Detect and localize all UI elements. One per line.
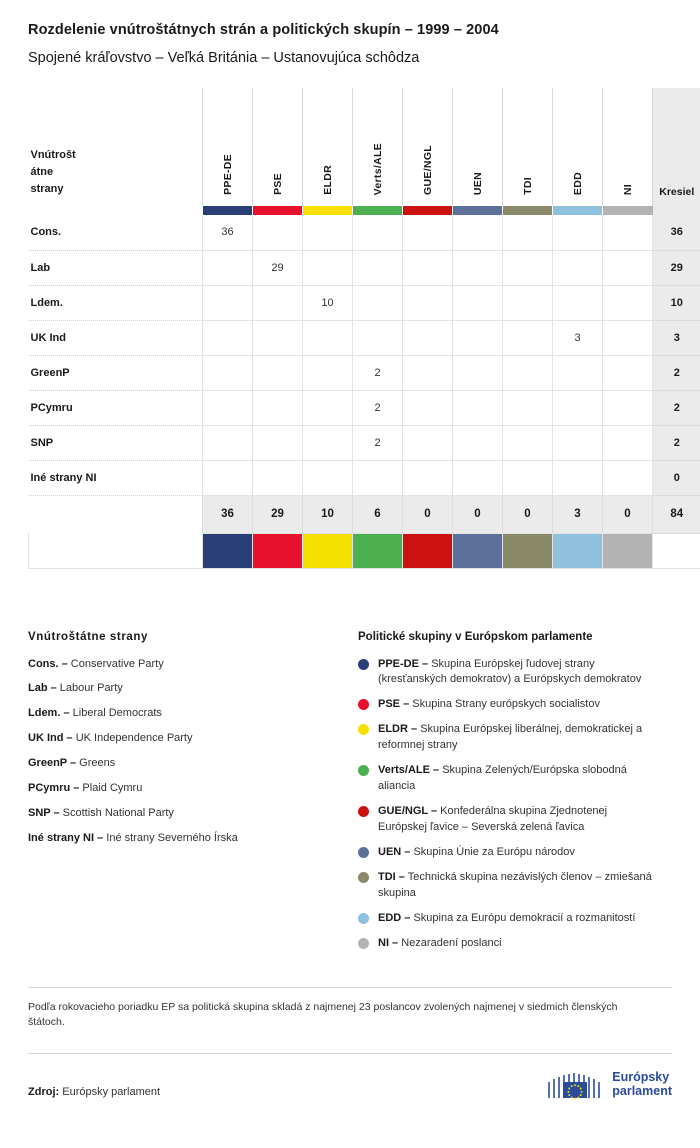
- color-swatch-uen: [453, 206, 503, 215]
- list-item: [358, 697, 658, 713]
- group-color-dot-verts-ale: [358, 765, 369, 776]
- corner-line-3: strany: [30, 182, 64, 195]
- list-item: [28, 831, 344, 847]
- group-color-dot-gue-ngl: [358, 806, 369, 817]
- row-total: 2: [653, 390, 700, 425]
- group-total: 0: [453, 495, 503, 533]
- cell: [253, 285, 303, 320]
- cell: [303, 355, 353, 390]
- group-total: 0: [503, 495, 553, 533]
- group-abbr: ELDR –: [378, 723, 418, 736]
- cell: [453, 460, 503, 495]
- list-item: [358, 845, 658, 861]
- corner-line-2: átne: [30, 165, 54, 178]
- table-row: [29, 355, 700, 390]
- row-party-name: Ldem.: [29, 285, 203, 320]
- cell: [403, 390, 453, 425]
- group-color-dot-edd: [358, 913, 369, 924]
- group-header-eldr: [303, 88, 353, 206]
- group-abbr: GUE/NGL –: [378, 805, 438, 818]
- cell: [453, 355, 503, 390]
- color-swatch-pse: [253, 533, 303, 568]
- group-header-edd: [553, 88, 603, 206]
- group-total: 10: [303, 495, 353, 533]
- group-total: 3: [553, 495, 603, 533]
- color-swatch-eldr: [303, 533, 353, 568]
- table-header: [29, 88, 700, 215]
- cell: [503, 285, 553, 320]
- cell: [253, 320, 303, 355]
- list-item: [358, 657, 658, 689]
- row-total: 2: [653, 425, 700, 460]
- cell: [453, 320, 503, 355]
- cell: [403, 355, 453, 390]
- cell: [553, 215, 603, 250]
- cell: [603, 215, 653, 250]
- cell: [503, 320, 553, 355]
- table-row: [29, 460, 700, 495]
- cell: 2: [353, 355, 403, 390]
- row-party-name: Cons.: [29, 215, 203, 250]
- row-party-name: PCymru: [29, 390, 203, 425]
- cell: 2: [353, 390, 403, 425]
- group-total: 29: [253, 495, 303, 533]
- table-row: [29, 390, 700, 425]
- table-body: [29, 215, 700, 568]
- cell: [403, 425, 453, 460]
- row-party-name: GreenP: [29, 355, 203, 390]
- cell: [353, 285, 403, 320]
- group-header-label: Verts/ALE: [371, 142, 384, 195]
- party-abbr: Lab –: [28, 682, 57, 695]
- colorbar-spacer: [29, 206, 203, 215]
- cell: [603, 460, 653, 495]
- cell: [553, 425, 603, 460]
- cell: [503, 250, 553, 285]
- group-name: Skupina Európskej ľudovej strany (kresťanských demokratov) a Európskych demokratov: [378, 657, 642, 686]
- party-name: Scottish National Party: [62, 807, 174, 820]
- national-parties-legend: [28, 631, 358, 961]
- cell: [553, 355, 603, 390]
- group-header-label: PPE-DE: [221, 154, 234, 195]
- table-row: [29, 285, 700, 320]
- cell: [603, 425, 653, 460]
- cell: [203, 460, 253, 495]
- cell: [603, 285, 653, 320]
- group-header-ni: [603, 88, 653, 206]
- table-row: [29, 215, 700, 250]
- cell: [253, 390, 303, 425]
- list-item: [28, 706, 344, 722]
- group-color-dot-ppe-de: [358, 659, 369, 670]
- political-groups-legend-heading: Politické skupiny v Európskom parlamente: [358, 630, 593, 643]
- list-item: [358, 870, 658, 902]
- group-name: Technická skupina nezávislých členov – zmiešaná skupina: [378, 870, 652, 899]
- cell: [503, 215, 553, 250]
- cell: [453, 390, 503, 425]
- cell: [203, 250, 253, 285]
- list-item: [28, 731, 344, 747]
- cell: [403, 460, 453, 495]
- cell: [603, 250, 653, 285]
- list-item: [28, 756, 344, 772]
- total-column-header: Kresiel: [653, 88, 700, 206]
- group-total: 36: [203, 495, 253, 533]
- list-item: [28, 781, 344, 797]
- cell: [553, 460, 603, 495]
- color-swatch-ppe-de: [203, 206, 253, 215]
- cell: [303, 390, 353, 425]
- ep-hemicycle-icon: [546, 1068, 604, 1100]
- color-swatch-tdi: [503, 206, 553, 215]
- table-row: [29, 250, 700, 285]
- list-item: [28, 681, 344, 697]
- group-total: 0: [403, 495, 453, 533]
- group-color-dot-tdi: [358, 872, 369, 883]
- group-abbr: NI –: [378, 936, 399, 949]
- cell: [553, 250, 603, 285]
- cell: [253, 355, 303, 390]
- cell: 10: [303, 285, 353, 320]
- group-name: Skupina Únie za Európu národov: [413, 845, 575, 858]
- group-header-uen: [453, 88, 503, 206]
- group-header-label: UEN: [471, 171, 484, 195]
- row-party-name: Iné strany NI: [29, 460, 203, 495]
- color-swatch-ppe-de: [203, 533, 253, 568]
- party-abbr: Iné strany NI –: [28, 832, 104, 845]
- cell: [303, 425, 353, 460]
- legends: [28, 631, 672, 961]
- group-header-label: NI: [621, 183, 634, 195]
- row-party-name: UK Ind: [29, 320, 203, 355]
- party-abbr: SNP –: [28, 807, 60, 820]
- color-swatch-tdi: [503, 533, 553, 568]
- cell: [253, 425, 303, 460]
- party-name: Greens: [79, 757, 116, 770]
- source-line: [28, 1086, 160, 1098]
- cell: [453, 250, 503, 285]
- table-row: [29, 425, 700, 460]
- party-name: Iné strany Severného Írska: [106, 832, 238, 845]
- list-item: [28, 806, 344, 822]
- group-header-label: ELDR: [321, 165, 334, 195]
- group-abbr: Verts/ALE –: [378, 764, 440, 777]
- cell: [503, 425, 553, 460]
- group-abbr: TDI –: [378, 870, 405, 883]
- color-swatch-edd: [553, 533, 603, 568]
- color-swatch-gue-ngl: [403, 206, 453, 215]
- group-abbr: PSE –: [378, 698, 410, 711]
- grand-total: 84: [653, 495, 700, 533]
- cell: [403, 215, 453, 250]
- cell: 2: [353, 425, 403, 460]
- color-swatch-eldr: [303, 206, 353, 215]
- group-name: Skupina za Európu demokracií a rozmanitostí: [413, 911, 636, 924]
- party-name: Liberal Democrats: [72, 707, 162, 720]
- cell: [453, 425, 503, 460]
- row-total: 29: [653, 250, 700, 285]
- cell: [503, 355, 553, 390]
- color-swatch-verts-ale: [353, 206, 403, 215]
- group-header-label: GUE/NGL: [421, 145, 434, 195]
- group-header-label: EDD: [571, 171, 584, 195]
- group-header-ppe-de: [203, 88, 253, 206]
- table-row: [29, 320, 700, 355]
- group-abbr: UEN –: [378, 845, 411, 858]
- list-item: [358, 911, 658, 927]
- group-header-tdi: [503, 88, 553, 206]
- totals-row: [29, 495, 700, 533]
- cell: [403, 250, 453, 285]
- totals-row-spacer: [29, 495, 203, 533]
- colorbar-total-spacer: [653, 533, 700, 568]
- cell: [603, 320, 653, 355]
- cell: [303, 215, 353, 250]
- national-parties-legend-heading: Vnútroštátne strany: [28, 630, 149, 643]
- cell: [303, 320, 353, 355]
- group-color-dot-eldr: [358, 724, 369, 735]
- seat-distribution-table: [28, 88, 700, 569]
- group-color-dot-pse: [358, 699, 369, 710]
- cell: [203, 285, 253, 320]
- group-total: 0: [603, 495, 653, 533]
- row-total: 0: [653, 460, 700, 495]
- ep-logo-line-1: Európsky: [612, 1069, 670, 1084]
- row-party-name: SNP: [29, 425, 203, 460]
- row-total: 3: [653, 320, 700, 355]
- cell: [553, 285, 603, 320]
- color-swatch-uen: [453, 533, 503, 568]
- cell: 3: [553, 320, 603, 355]
- political-groups-legend: [358, 631, 658, 961]
- color-swatch-verts-ale: [353, 533, 403, 568]
- color-swatch-ni: [603, 206, 653, 215]
- group-header-gue-ngl: [403, 88, 453, 206]
- list-item: [358, 804, 658, 836]
- cell: [503, 390, 553, 425]
- colorbar-total-spacer: [653, 206, 700, 215]
- cell: [303, 250, 353, 285]
- party-name: UK Independence Party: [75, 732, 193, 745]
- group-name: Skupina Európskej liberálnej, demokratickej a reformnej strany: [378, 723, 643, 752]
- color-swatch-ni: [603, 533, 653, 568]
- group-name: Nezaradení poslanci: [401, 936, 502, 949]
- row-total: 2: [653, 355, 700, 390]
- source-label: Zdroj:: [28, 1086, 60, 1099]
- list-item: [358, 763, 658, 795]
- cell: [203, 425, 253, 460]
- group-color-dot-ni: [358, 938, 369, 949]
- cell: [403, 285, 453, 320]
- cell: [503, 460, 553, 495]
- group-abbr: PPE-DE –: [378, 657, 429, 670]
- party-name: Plaid Cymru: [82, 782, 143, 795]
- colorbar-spacer: [29, 533, 203, 568]
- source-section: [28, 1053, 672, 1098]
- group-header-pse: [253, 88, 303, 206]
- ep-logo-text: [612, 1070, 672, 1099]
- corner-label: [29, 88, 203, 206]
- group-name: Konfederálna skupina Zjednotenej Európskej ľavice – Severská zelená ľavica: [378, 805, 608, 833]
- cell: 29: [253, 250, 303, 285]
- group-color-dot-uen: [358, 847, 369, 858]
- source-value: Európsky parlament: [62, 1086, 161, 1099]
- cell: [253, 460, 303, 495]
- cell: [553, 390, 603, 425]
- cell: [303, 460, 353, 495]
- party-abbr: Cons. –: [28, 657, 68, 670]
- row-total: 10: [653, 285, 700, 320]
- row-total: 36: [653, 215, 700, 250]
- cell: [203, 320, 253, 355]
- cell: [453, 285, 503, 320]
- party-abbr: Ldem. –: [28, 707, 70, 720]
- group-header-label: PSE: [271, 173, 284, 195]
- page-title: Rozdelenie vnútroštátnych strán a politických skupín – 1999 – 2004: [28, 22, 499, 38]
- cell: [603, 355, 653, 390]
- cell: [253, 215, 303, 250]
- color-swatch-gue-ngl: [403, 533, 453, 568]
- color-swatch-edd: [553, 206, 603, 215]
- group-name: Skupina Zelených/Európska slobodná aliancia: [378, 764, 627, 793]
- group-color-bar-top: [29, 206, 700, 215]
- list-item: [28, 657, 344, 673]
- page-subtitle: Spojené kráľovstvo – Veľká Británia – Ustanovujúca schôdza: [28, 50, 420, 66]
- party-abbr: GreenP –: [28, 757, 77, 770]
- cell: 36: [203, 215, 253, 250]
- group-total: 6: [353, 495, 403, 533]
- cell: [403, 320, 453, 355]
- party-name: Labour Party: [59, 682, 123, 695]
- cell: [353, 215, 403, 250]
- cell: [203, 390, 253, 425]
- corner-line-1: Vnútrošt: [30, 148, 76, 161]
- color-swatch-pse: [253, 206, 303, 215]
- list-item: [358, 722, 658, 754]
- group-header-verts-ale: [353, 88, 403, 206]
- group-name: Skupina Strany európskych socialistov: [412, 698, 600, 711]
- ep-logo-line-2: parlament: [612, 1084, 672, 1099]
- group-abbr: EDD –: [378, 911, 411, 924]
- cell: [353, 320, 403, 355]
- ep-logo: [546, 1068, 672, 1100]
- row-party-name: Lab: [29, 250, 203, 285]
- footnote-section: [28, 987, 672, 1032]
- cell: [453, 215, 503, 250]
- cell: [353, 250, 403, 285]
- party-abbr: PCymru –: [28, 782, 80, 795]
- group-header-label: TDI: [521, 177, 534, 195]
- cell: [603, 390, 653, 425]
- group-color-bar-bottom: [29, 533, 700, 568]
- list-item: [358, 936, 658, 952]
- cell: [353, 460, 403, 495]
- party-name: Conservative Party: [70, 657, 164, 670]
- footnote-text: Podľa rokovacieho poriadku EP sa politická skupina skladá z najmenej 23 poslancov zvolených najmenej v siedmich členských štátoch.: [28, 1000, 618, 1029]
- party-abbr: UK Ind –: [28, 732, 73, 745]
- cell: [203, 355, 253, 390]
